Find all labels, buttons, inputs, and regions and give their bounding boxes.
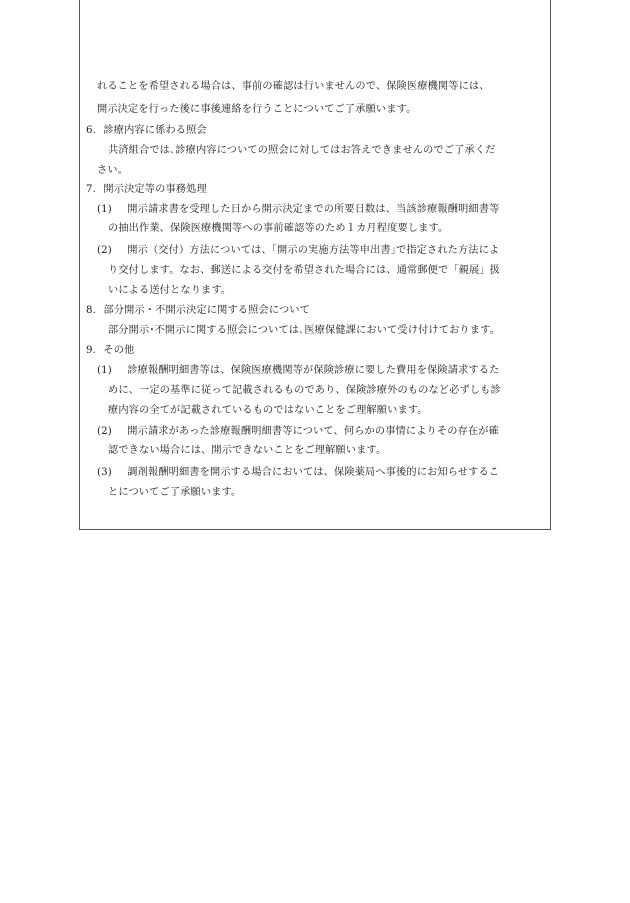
section-9-item-3 [97, 466, 499, 480]
section-9-item-2-line-1: 開示請求があった診療報酬明細書等について、何らかの事情によりその存在が確 [127, 426, 499, 437]
section-7-item-2 [97, 244, 499, 258]
section-6-body-line-2: さい。 [97, 165, 129, 176]
section-7-item-2-line-2: り交付します。なお、郵送による交付を希望された場合には、通常郵便で「親展」扱 [108, 265, 501, 276]
section-7-item-1-line-1: 開示請求書を受理した日から開示決定までの所要日数は、当該診療報酬明細書等 [127, 204, 500, 215]
section-7-number: 7. [86, 184, 97, 195]
section-8-number: 8. [86, 305, 97, 316]
section-6-title: 診療内容に係わる照会 [103, 125, 207, 136]
section-7-heading [86, 183, 207, 197]
section-9-item-1-line-3: 療内容の全てが記載されているものではないことをご理解願います。 [108, 405, 428, 416]
section-9-item-1-number: (1) [97, 365, 112, 376]
section-9-heading [86, 344, 134, 358]
section-6-heading [86, 124, 207, 138]
section-9-number: 9. [86, 345, 97, 356]
section-6-number: 6. [86, 125, 97, 136]
section-9-item-1-line-1: 診療報酬明細書等は、保険医療機関等が保険診療に要した費用を保険請求するた [127, 365, 500, 376]
section-9-item-2-line-2: 認できない場合には、開示できないことをご理解願います。 [108, 445, 387, 456]
section-7-item-2-line-1: 開示（交付）方法については、｢開示の実施方法等申出書｣で指定された方法によ [127, 245, 500, 256]
section-9-item-3-number: (3) [97, 467, 112, 478]
intro-line-1: れることを希望される場合は、事前の確認は行いませんので、保険医療機関等には、 [97, 81, 490, 92]
section-7-item-2-line-3: いによる送付となります。 [108, 285, 232, 296]
section-7-item-1 [97, 203, 499, 217]
section-9-item-3-line-1: 調剤報酬明細書を開示する場合においては、保険薬局へ事後的にお知らせするこ [127, 467, 500, 478]
section-7-item-1-number: (1) [97, 204, 112, 215]
section-6-body-line-1: 共済組合では､診療内容についての照会に対してはお答えできませんのでご了承くだ [108, 145, 496, 156]
section-9-item-2-number: (2) [97, 426, 112, 437]
intro-line-2: 開示決定を行った後に事後連絡を行うことについてご了承願います。 [97, 104, 417, 115]
section-7-item-2-number: (2) [97, 245, 112, 256]
section-9-title: その他 [103, 345, 135, 356]
section-8-title: 部分開示・不開示決定に関する照会について [103, 305, 310, 316]
section-9-item-1 [97, 364, 499, 378]
section-7-title: 開示決定等の事務処理 [103, 184, 207, 195]
section-8-heading [86, 304, 310, 318]
section-9-item-1-line-2: めに、一定の基準に従って記載されるものであり、保険診療外のものなど必ずしも診 [108, 385, 501, 396]
section-9-item-2 [97, 425, 499, 439]
section-9-item-3-line-2: とについてご了承願います。 [108, 487, 242, 498]
section-7-item-1-line-2: の抽出作業、保険医療機関等への事前確認等のため１カ月程度要します。 [108, 223, 449, 234]
section-8-body-line-1: 部分開示･不開示に関する照会については､医療保健課において受け付けております。 [108, 325, 500, 336]
